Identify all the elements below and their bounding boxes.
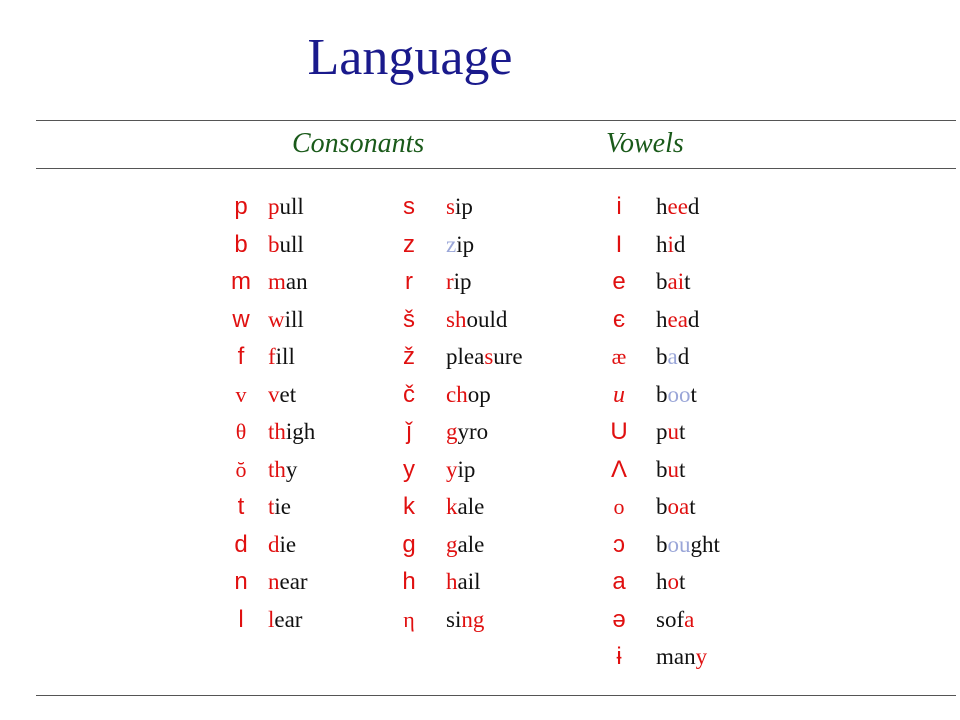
phoneme-row: [396, 340, 596, 378]
phoneme-row: [606, 415, 806, 453]
example-word: [446, 453, 475, 487]
word-segment: ip: [457, 456, 476, 482]
word-segment: t: [679, 569, 686, 594]
highlighted-letters: ee: [667, 194, 688, 219]
word-segment: ear: [274, 606, 303, 632]
word-segment: ip: [453, 269, 472, 294]
highlighted-letters: oa: [667, 494, 690, 519]
example-word: [446, 190, 473, 224]
word-segment: man: [656, 644, 696, 669]
word-segment: b: [656, 269, 668, 294]
word-segment: t: [679, 419, 686, 444]
example-word: [268, 415, 315, 449]
top-divider: [36, 120, 956, 121]
phoneme-symbol: r: [405, 268, 413, 295]
word-segment: h: [656, 231, 668, 257]
word-segment: igh: [285, 419, 316, 444]
word-segment: ail: [457, 569, 481, 594]
word-segment: ie: [274, 494, 291, 519]
word-segment: ill: [284, 306, 304, 332]
example-word: [268, 228, 304, 262]
highlighted-letters: s: [484, 344, 494, 369]
word-segment: ill: [275, 344, 295, 369]
word-segment: si: [446, 606, 462, 632]
phoneme-symbol: l: [238, 605, 244, 633]
phoneme-symbol: v: [235, 381, 247, 407]
example-word: [656, 190, 699, 224]
phoneme-row: [396, 453, 596, 491]
phoneme-row: [396, 528, 596, 566]
phoneme-symbol: n: [234, 568, 248, 595]
phoneme-symbol: g: [402, 530, 416, 558]
highlighted-letters: k: [446, 494, 458, 519]
example-word: [656, 640, 707, 674]
word-segment: op: [467, 381, 491, 407]
vowel-column: [606, 190, 806, 678]
phoneme-row: [396, 565, 596, 603]
highlighted-letters: i: [667, 231, 674, 257]
phoneme-row: [606, 340, 806, 378]
word-segment: et: [279, 381, 297, 407]
word-segment: h: [656, 569, 668, 594]
highlighted-letters: h: [446, 569, 458, 594]
phoneme-symbol: θ: [235, 419, 247, 444]
highlighted-letters: s: [446, 194, 455, 219]
phoneme-symbol: i: [616, 193, 622, 220]
page-title: Language: [307, 29, 513, 86]
example-word: [446, 528, 484, 562]
highlighted-letters: th: [268, 456, 286, 482]
phoneme-row: [606, 265, 806, 303]
example-word: [268, 490, 291, 524]
phoneme-row: [396, 603, 596, 641]
phoneme-symbol: t: [237, 493, 245, 520]
highlighted-letters: oo: [667, 381, 691, 407]
phoneme-row: [396, 415, 596, 453]
highlighted-letters: th: [268, 419, 286, 444]
example-word: [446, 415, 488, 449]
phoneme-row: [606, 490, 806, 528]
example-word: [656, 228, 685, 262]
highlighted-letters: ng: [461, 606, 485, 632]
highlighted-letters: ea: [667, 306, 688, 332]
example-word: [656, 603, 694, 637]
word-segment: t: [684, 269, 691, 294]
phoneme-row: [606, 603, 806, 641]
example-word: [268, 528, 296, 562]
example-word: [656, 340, 689, 374]
highlighted-letters: ch: [446, 381, 468, 407]
word-segment: b: [656, 456, 668, 482]
phoneme-row: [606, 640, 806, 678]
phoneme-symbol: k: [403, 493, 415, 520]
highlighted-letters: z: [446, 231, 457, 257]
highlighted-letters: n: [268, 569, 280, 594]
highlighted-letters: u: [667, 419, 679, 444]
highlighted-letters: b: [268, 231, 280, 257]
vowels-heading: Vowels: [606, 128, 684, 159]
phoneme-symbol: h: [402, 568, 416, 595]
phoneme-symbol: I: [615, 230, 623, 258]
phoneme-row: [606, 565, 806, 603]
highlighted-letters: g: [446, 531, 458, 557]
phoneme-symbol: y: [403, 455, 415, 483]
phoneme-symbol: U: [610, 418, 628, 445]
highlighted-letters: a: [667, 344, 678, 369]
word-segment: b: [656, 344, 668, 369]
word-segment: h: [656, 306, 668, 332]
phoneme-row: [396, 190, 596, 228]
phoneme-row: [396, 303, 596, 341]
consonant-column-2: [396, 190, 596, 640]
phoneme-symbol: š: [403, 305, 415, 333]
phoneme-symbol: a: [612, 568, 626, 595]
highlighted-letters: d: [268, 531, 280, 557]
phoneme-row: [396, 378, 596, 416]
phoneme-symbol: d: [234, 530, 248, 558]
phoneme-symbol: s: [403, 193, 415, 220]
example-word: [656, 265, 691, 299]
word-segment: d: [687, 306, 700, 332]
word-segment: ull: [279, 194, 304, 219]
word-segment: ould: [466, 306, 508, 332]
phoneme-symbol: č: [403, 380, 415, 408]
highlighted-letters: w: [268, 306, 285, 332]
highlighted-letters: sh: [446, 306, 467, 332]
word-segment: ull: [279, 231, 304, 257]
word-segment: t: [679, 456, 686, 482]
phoneme-row: [606, 190, 806, 228]
phoneme-row: [396, 265, 596, 303]
phoneme-row: [606, 303, 806, 341]
word-segment: b: [656, 531, 668, 557]
word-segment: ie: [279, 531, 297, 557]
phoneme-symbol: η: [403, 606, 415, 632]
word-segment: ale: [457, 531, 485, 557]
word-segment: t: [689, 494, 696, 519]
word-segment: t: [690, 381, 697, 407]
example-word: [446, 603, 484, 637]
phoneme-symbol: ɨ: [616, 643, 622, 670]
highlighted-letters: y: [695, 644, 708, 669]
highlighted-letters: m: [268, 269, 286, 294]
phoneme-symbol: ǰ: [406, 418, 412, 445]
phoneme-row: [396, 228, 596, 266]
example-word: [446, 228, 474, 262]
highlighted-letters: f: [268, 344, 276, 369]
word-segment: d: [687, 194, 700, 219]
word-segment: b: [656, 494, 668, 519]
highlighted-letters: r: [446, 269, 454, 294]
highlighted-letters: u: [667, 456, 679, 482]
example-word: [446, 378, 491, 412]
highlighted-letters: l: [268, 606, 275, 632]
phoneme-symbol: ə: [612, 605, 626, 633]
example-word: [268, 565, 308, 599]
highlighted-letters: o: [667, 569, 679, 594]
highlighted-letters: y: [446, 456, 458, 482]
example-word: [446, 565, 481, 599]
phoneme-row: [606, 228, 806, 266]
word-segment: sof: [656, 606, 685, 632]
example-word: [656, 528, 720, 562]
example-word: [446, 303, 507, 337]
highlighted-letters: a: [684, 606, 695, 632]
example-word: [656, 453, 685, 487]
word-segment: ip: [456, 231, 475, 257]
phoneme-row: [606, 378, 806, 416]
phoneme-symbol: m: [231, 268, 251, 295]
highlighted-letters: ou: [667, 531, 691, 557]
phoneme-symbol: e: [612, 268, 626, 295]
phoneme-symbol: p: [234, 193, 248, 220]
example-word: [446, 265, 472, 299]
phoneme-row: [606, 528, 806, 566]
example-word: [268, 340, 295, 374]
example-word: [446, 340, 523, 374]
word-segment: ale: [457, 494, 485, 519]
word-segment: ure: [493, 344, 523, 369]
phoneme-row: [606, 453, 806, 491]
example-word: [268, 378, 296, 412]
highlighted-letters: t: [268, 494, 275, 519]
example-word: [268, 303, 304, 337]
highlighted-letters: g: [446, 419, 458, 444]
phoneme-symbol: ɔ: [613, 530, 625, 558]
phoneme-symbol: Λ: [610, 455, 628, 483]
word-segment: ip: [454, 194, 473, 219]
example-word: [656, 303, 699, 337]
phoneme-symbol: ž: [403, 343, 415, 370]
word-segment: p: [656, 419, 668, 444]
example-word: [268, 453, 297, 487]
phoneme-row: [396, 490, 596, 528]
phoneme-symbol: æ: [611, 344, 627, 369]
word-segment: d: [673, 231, 686, 257]
word-segment: an: [285, 269, 308, 294]
example-word: [656, 565, 685, 599]
example-word: [656, 415, 685, 449]
bottom-divider: [36, 695, 956, 696]
highlighted-letters: ai: [667, 269, 685, 294]
example-word: [446, 490, 484, 524]
word-segment: d: [677, 344, 690, 369]
phoneme-symbol: u: [613, 381, 625, 408]
phoneme-symbol: z: [403, 230, 415, 258]
word-segment: h: [656, 194, 668, 219]
example-word: [268, 190, 304, 224]
word-segment: yro: [457, 419, 489, 444]
phoneme-symbol: ŏ: [235, 456, 247, 482]
highlighted-letters: v: [268, 381, 280, 407]
phoneme-symbol: є: [612, 305, 626, 333]
phoneme-symbol: o: [613, 494, 625, 519]
word-segment: ear: [279, 569, 308, 594]
word-segment: plea: [446, 344, 485, 369]
phoneme-symbol: b: [234, 230, 248, 258]
word-segment: y: [285, 456, 298, 482]
example-word: [656, 490, 696, 524]
phoneme-symbol: w: [232, 305, 250, 333]
phoneme-symbol: f: [237, 343, 245, 370]
example-word: [268, 603, 302, 637]
example-word: [268, 265, 308, 299]
word-segment: b: [656, 381, 668, 407]
example-word: [656, 378, 697, 412]
consonants-heading: Consonants: [292, 128, 425, 159]
header-divider: [36, 168, 956, 169]
word-segment: ght: [690, 531, 720, 557]
highlighted-letters: p: [268, 194, 280, 219]
